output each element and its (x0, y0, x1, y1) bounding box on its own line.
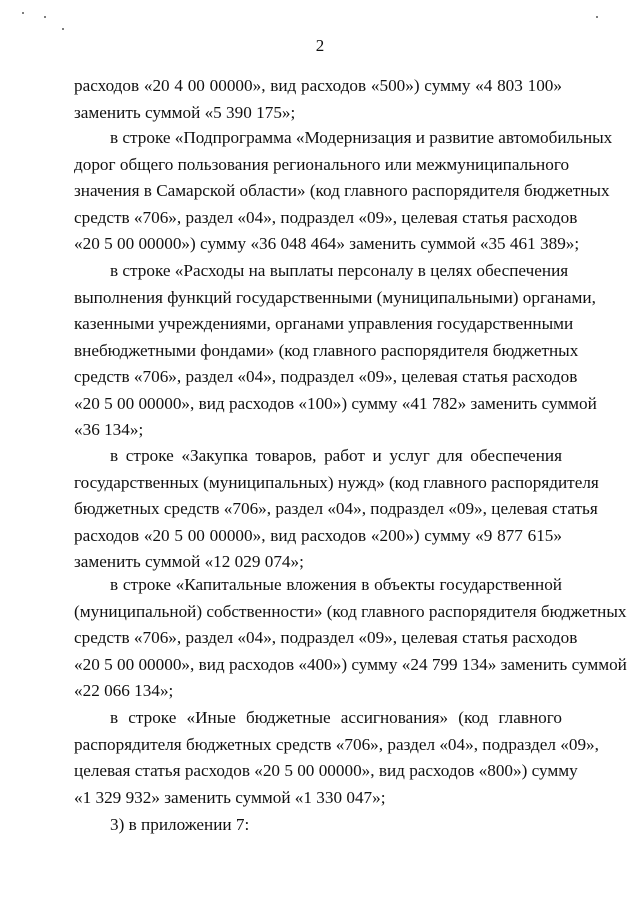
text-line: заменить суммой «5 390 175»; (74, 102, 296, 122)
scan-speck (44, 16, 46, 18)
text-line: значения в Самарской области» (код главного распорядителя бюджетных (74, 181, 610, 200)
text-line: 3) в приложении 7: (110, 815, 250, 834)
text-line: в строке «Подпрограмма «Модернизация и развитие автомобильных (110, 128, 613, 147)
text-line: средств «706», раздел «04», подраздел «09», целевая статья расходов (74, 207, 578, 227)
paragraph-subprogram (74, 125, 613, 258)
text-line: (муниципальной) собственности» (код главного распорядителя бюджетных (74, 601, 627, 621)
page-number: 2 (315, 36, 325, 55)
text-line: в строке «Закупка товаров, работ и услуг для обеспечения (110, 446, 562, 465)
paragraph-continuation (74, 73, 562, 126)
paragraph-other-allocations (74, 705, 599, 811)
text-line: «20 5 00 00000», вид расходов «400») сумму «24 799 134» заменить суммой (74, 654, 627, 674)
paragraph-personnel-expenses (74, 258, 597, 444)
text-line: средств «706», раздел «04», подраздел «09», целевая статья расходов (74, 628, 578, 647)
text-line: целевая статья расходов «20 5 00 00000», вид расходов «800») сумму (74, 761, 578, 780)
text-line: средств «706», раздел «04», подраздел «09», целевая статья расходов (74, 367, 578, 386)
scan-speck (22, 12, 24, 14)
text-line: «22 066 134»; (74, 681, 174, 700)
text-line: «1 329 932» заменить суммой «1 330 047»; (74, 787, 386, 807)
text-line: «36 134»; (74, 420, 144, 439)
paragraph-procurement (74, 443, 599, 576)
text-line: выполнения функций государственными (муниципальными) органами, (74, 287, 596, 307)
text-line: бюджетных средств «706», раздел «04», подраздел «09», целевая статья (74, 499, 598, 518)
text-line: «20 5 00 00000», вид расходов «100») сумму «41 782» заменить суммой (74, 393, 597, 413)
scan-speck (596, 16, 598, 18)
text-line: в строке «Капитальные вложения в объекты государственной (110, 575, 562, 594)
text-line: в строке «Расходы на выплаты персоналу в целях обеспечения (110, 261, 569, 280)
text-line: заменить суммой «12 029 074»; (74, 552, 304, 571)
text-line: дорог общего пользования регионального или межмуниципального (74, 154, 570, 174)
text-line: расходов «20 5 00 00000», вид расходов «200») сумму «9 877 615» (74, 525, 562, 545)
text-line: государственных (муниципальных) нужд» (код главного распорядителя (74, 472, 599, 492)
paragraph-appendix-7 (74, 812, 562, 839)
text-line: расходов «20 4 00 00000», вид расходов «500») сумму «4 803 100» (74, 76, 562, 95)
text-line: в строке «Иные бюджетные ассигнования» (код главного (110, 708, 562, 727)
text-line: распорядителя бюджетных средств «706», раздел «04», подраздел «09», (74, 734, 599, 754)
paragraph-capital-investments (74, 572, 627, 705)
text-line: внебюджетными фондами» (код главного распорядителя бюджетных (74, 340, 579, 360)
scan-speck (62, 28, 64, 30)
text-line: «20 5 00 00000») сумму «36 048 464» заменить суммой «35 461 389»; (74, 234, 580, 253)
text-line: казенными учреждениями, органами управления государственными (74, 314, 574, 333)
